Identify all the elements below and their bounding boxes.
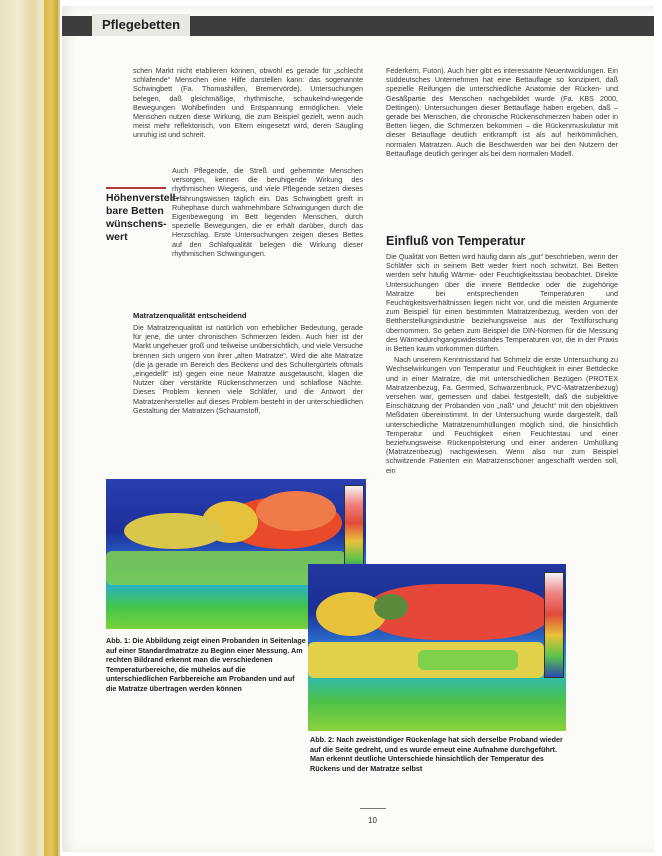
folio-rule (360, 808, 386, 809)
subheading: Matratzenqualität entscheidend (133, 311, 247, 320)
thermal-legs (316, 592, 386, 636)
paragraph: Auch Pflegende, die Streß und gehemmte Menschen versorgen, kennen die beruhigende Wirkung des rhythmischen Wiegens, und viele Pflegende setzen dieses Erfahrungswissen täglich ein. Das Schwingbett greift in Ruhephase durch wahrnehmbare Schwingungen durch die Eigenbewegung im Bett liegenden Menschen, durch spezielle Bewegungen, die er erhält darüber, durch das Herzschlag. Erste Untersuchungen zeigen dieses Bettes auf den Schlafqualität belegen die Wirkung dieser rhythmischen Schwingungen. (172, 166, 363, 258)
column-left-indented (172, 166, 363, 260)
paragraph: Die Matratzenqualität ist natürlich von erheblicher Bedeutung, gerade für jene, die unter chronischen Schmerzen leiden. Auch hier ist der Markt ungeheuer groß und teilweise unübersichtlich, und viele Versuche brennen sich ungern von ihrer „alten Matratze“. Wird die alte Matratze (die ja gerade im Bereich des Beckens und des Schultergürtels oftmals „eingedellt“ ist) gegen eine neue Matratze ausgetauscht, klagen die Nutzer über verstärkte Rückenschmerzen und schlaflose Nächte. Dieses Problem kennen viele Schläfer, und die Antwort der Matratzenhersteller auf dieses Problem besteht in der unterschiedlichen Gestaltung der Matratzen (Schaumstoff, (133, 323, 363, 415)
figure-1-caption: Abb. 1: Die Abbildung zeigt einen Probanden in Seitenlage auf einer Standardmatratze zu Beginn einer Messung. Am rechten Bildrand erkennt man die verschiedenen Temperaturbereiche, die mühelos auf die unterschiedlichen Farbbereiche am Probanden und auf die Matratze übertragen werden können (106, 636, 306, 693)
column-left-bottom (133, 323, 363, 417)
thermal-image-2 (308, 564, 566, 731)
thermal-mattress-cool (418, 650, 518, 670)
paragraph: Die Qualität von Betten wird häufig dann als „gut“ beschrieben, wenn der Schläfer sich in seinem Bett weder friert noch schwitzt. Bei Betten werden sehr häufig Wärme- oder Feuchtigkeitsstau beobachtet. Direkte Untersuchungen über die innere Bettdecke oder die zugehörige Matratze bei entsprechenden Temperaturen und Feuchtigkeitsverhältnissen liegen nicht vor, und die meisten Argumente zum Beispiel für einen bestimmten Matratzenbezug, werden von der Bettherstellungsindustrie beziehungsweise aus der Textilforschung übernommen. So geben zum Beispiel die DIN-Normen für die Messung des Wärmedurchgangswiderstandes Temperaturen vor, die in der Praxis in Betten kaum vorkommen dürften. (386, 252, 618, 354)
section-heading: Einfluß von Temperatur (386, 234, 526, 248)
page-number: 10 (368, 816, 377, 825)
paragraph: schen Markt nicht etablieren können, obwohl es gerade für „schlecht schlafende“ Menschen eine Hilfe darstellen kann: das sogenannte Schwingbett (Fa. Thomashilfen, Bremervörde). Untersuchungen belegen, daß gleichmäßige, rhythmische, schaukelnd-wiegende Bewegungen Wohlbefinden und Entspannung ermöglichen. Viele Menschen nutzen diese Wirkung, die zum Beispiel gezielt, wenn auch meist mehr reflektorisch, von Eltern eingesetzt wird, deren Säugling unruhig ist und schreit. (133, 66, 363, 140)
sidebar-heading: Höhenverstell- bare Betten wünschens- wert (106, 192, 179, 243)
gilded-edge (44, 0, 58, 856)
paragraph: Nach unserem Kenntnisstand hat Schmelz die erste Untersuchung zu Wechselwirkungen von Temperatur und Feuchtigkeit in einer Bettdecke und in einer Matratze, die mit unterschiedlichen Bezügen (PROTEX Matratzenbezug, Fa. Gerrmed, Schwarzenbruck, PVC-Matratzenbezug) versehen war, gemessen und dabei festgestellt, daß die subjektive Einschätzung der Probanden von „naß“ und „feucht“ mit den objektiven Meßdaten übereinstimmt. In der Untersuchung wurde dargestellt, daß unterschiedliche Matratzenumhüllungen möglich sind, die hinsichtlich Temperatur und Feuchtigkeit einen Feuchtestau und einer beziehungsweise Rückenpolsterung und einer anderen Umhüllung (Matratzenbezug) nachgewiesen. Wenn also nur zum Beispiel schwitzende Patienten ein Matratzenschoner angeschafft werden soll, ein (386, 355, 618, 475)
column-left-top (133, 66, 363, 142)
page-title: Pflegebetten (92, 14, 190, 36)
sidebar-rule (106, 187, 166, 189)
column-right-top (386, 66, 618, 160)
thermal-body-highlight (256, 491, 336, 531)
paragraph: Federkern, Futon). Auch hier gibt es interessante Neuentwicklungen. Ein süddeutsches Unternehmen hat eine Bettauflage so konzipiert, daß spezielle Reifungen die unterschiedliche Anatomie der Rücken- und Gesäßpartie des Menschen nachgebildet wurde (Fa. KBS 2000, Dettingen). Untersuchungen dieser Bettauflage haben ergeben, daß – gerade bei Menschen, die chronische Rückenschmerzen haben oder in Betten liegen, die Schmerzen bekommen – die Rückenmuskulatur mit dieser Betauflage deutlich entkrampft ist als auf herkömmlichen, normalen Matratzen. Auch die Beschwerden war bei den Nutzern der Bettauflage deutlich geringer als bei dem normalen Modell. (386, 66, 618, 158)
book-page-edge (0, 0, 60, 856)
temperature-scale (544, 572, 564, 678)
figure-2-caption: Abb. 2: Nach zweistündiger Rückenlage hat sich derselbe Proband wieder auf die Seite gedreht, und es wurde erneut eine Aufnahme durchgeführt. Man erkennt deutliche Unterschiede hinsichtlich der Temperatur des Rückens und der Matratze selbst (310, 735, 563, 773)
column-right-bottom (386, 252, 618, 477)
thermal-legs (124, 513, 224, 549)
thermal-arm (374, 594, 408, 620)
